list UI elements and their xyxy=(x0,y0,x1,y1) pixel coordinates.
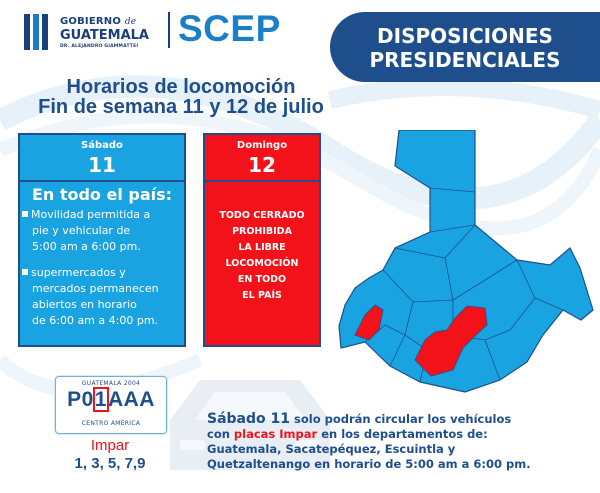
saturday-day: Sábado xyxy=(81,140,123,151)
saturday-bullet-mobility: Movilidad permitida a pie y vehicular de 5:00 am a 6:00 pm. xyxy=(22,207,182,255)
headline-line1: Horarios de locomoción xyxy=(66,76,296,98)
headline-line2: Fin de semana 11 y 12 de julio xyxy=(38,96,324,118)
impar-numbers: 1, 3, 5, 7,9 xyxy=(74,455,146,472)
gobierno-logo-icon xyxy=(22,12,52,52)
plate-top-text: GUATEMALA 2004 xyxy=(81,380,141,387)
sunday-number: 12 xyxy=(248,153,276,177)
guatemala-map xyxy=(335,130,600,395)
plate-bottom-text: CENTRO AMÉRICA xyxy=(81,420,141,427)
bullet-square-icon xyxy=(22,269,28,275)
disposiciones-line2: PRESIDENCIALES xyxy=(369,48,561,72)
saturday-country-heading: En todo el país: xyxy=(31,185,173,204)
plate-highlight-digit: 1 xyxy=(94,388,107,411)
logo-guatemala-text: GUATEMALA xyxy=(60,28,149,43)
saturday-header xyxy=(20,135,184,179)
disposiciones-banner xyxy=(330,12,600,82)
gobierno-logo xyxy=(22,10,162,56)
sunday-divider xyxy=(205,180,319,182)
logo-president-text: DR. ALEJANDRO GIAMMATTEI xyxy=(60,44,139,49)
impar-label: Impar xyxy=(90,437,130,454)
sunday-closed-text: TODO CERRADO PROHIBIDA LA LIBRE LOCOMOCIÓN EN TODO EL PAÍS xyxy=(219,210,305,301)
license-plate xyxy=(55,376,167,434)
sunday-day: Domingo xyxy=(236,140,288,151)
disposiciones-line1: DISPOSICIONES xyxy=(377,24,553,48)
saturday-panel xyxy=(18,133,186,347)
saturday-plate-notice: Sábado 11 solo podrán circular los vehículos con placas Impar en los departamentos de: Guatemala, Sacatepéquez, Escuintla y Quetzaltenango en horario de 5:00 am a 6:00 pm. xyxy=(207,411,531,471)
plate-code: P01AAA xyxy=(67,388,155,411)
saturday-divider xyxy=(20,180,184,182)
map-country-shape xyxy=(339,130,593,392)
logo-gobierno-text: GOBIERNO de xyxy=(60,16,137,27)
bullet-square-icon xyxy=(22,211,28,217)
saturday-bullet-markets: supermercados y mercados permanecen abiertos en horario de 6:00 am a 4:00 pm. xyxy=(22,265,182,329)
scep-logo-text: SCEP xyxy=(178,8,281,49)
logo-divider xyxy=(168,12,170,48)
saturday-number: 11 xyxy=(88,153,116,177)
sunday-panel xyxy=(203,133,321,347)
